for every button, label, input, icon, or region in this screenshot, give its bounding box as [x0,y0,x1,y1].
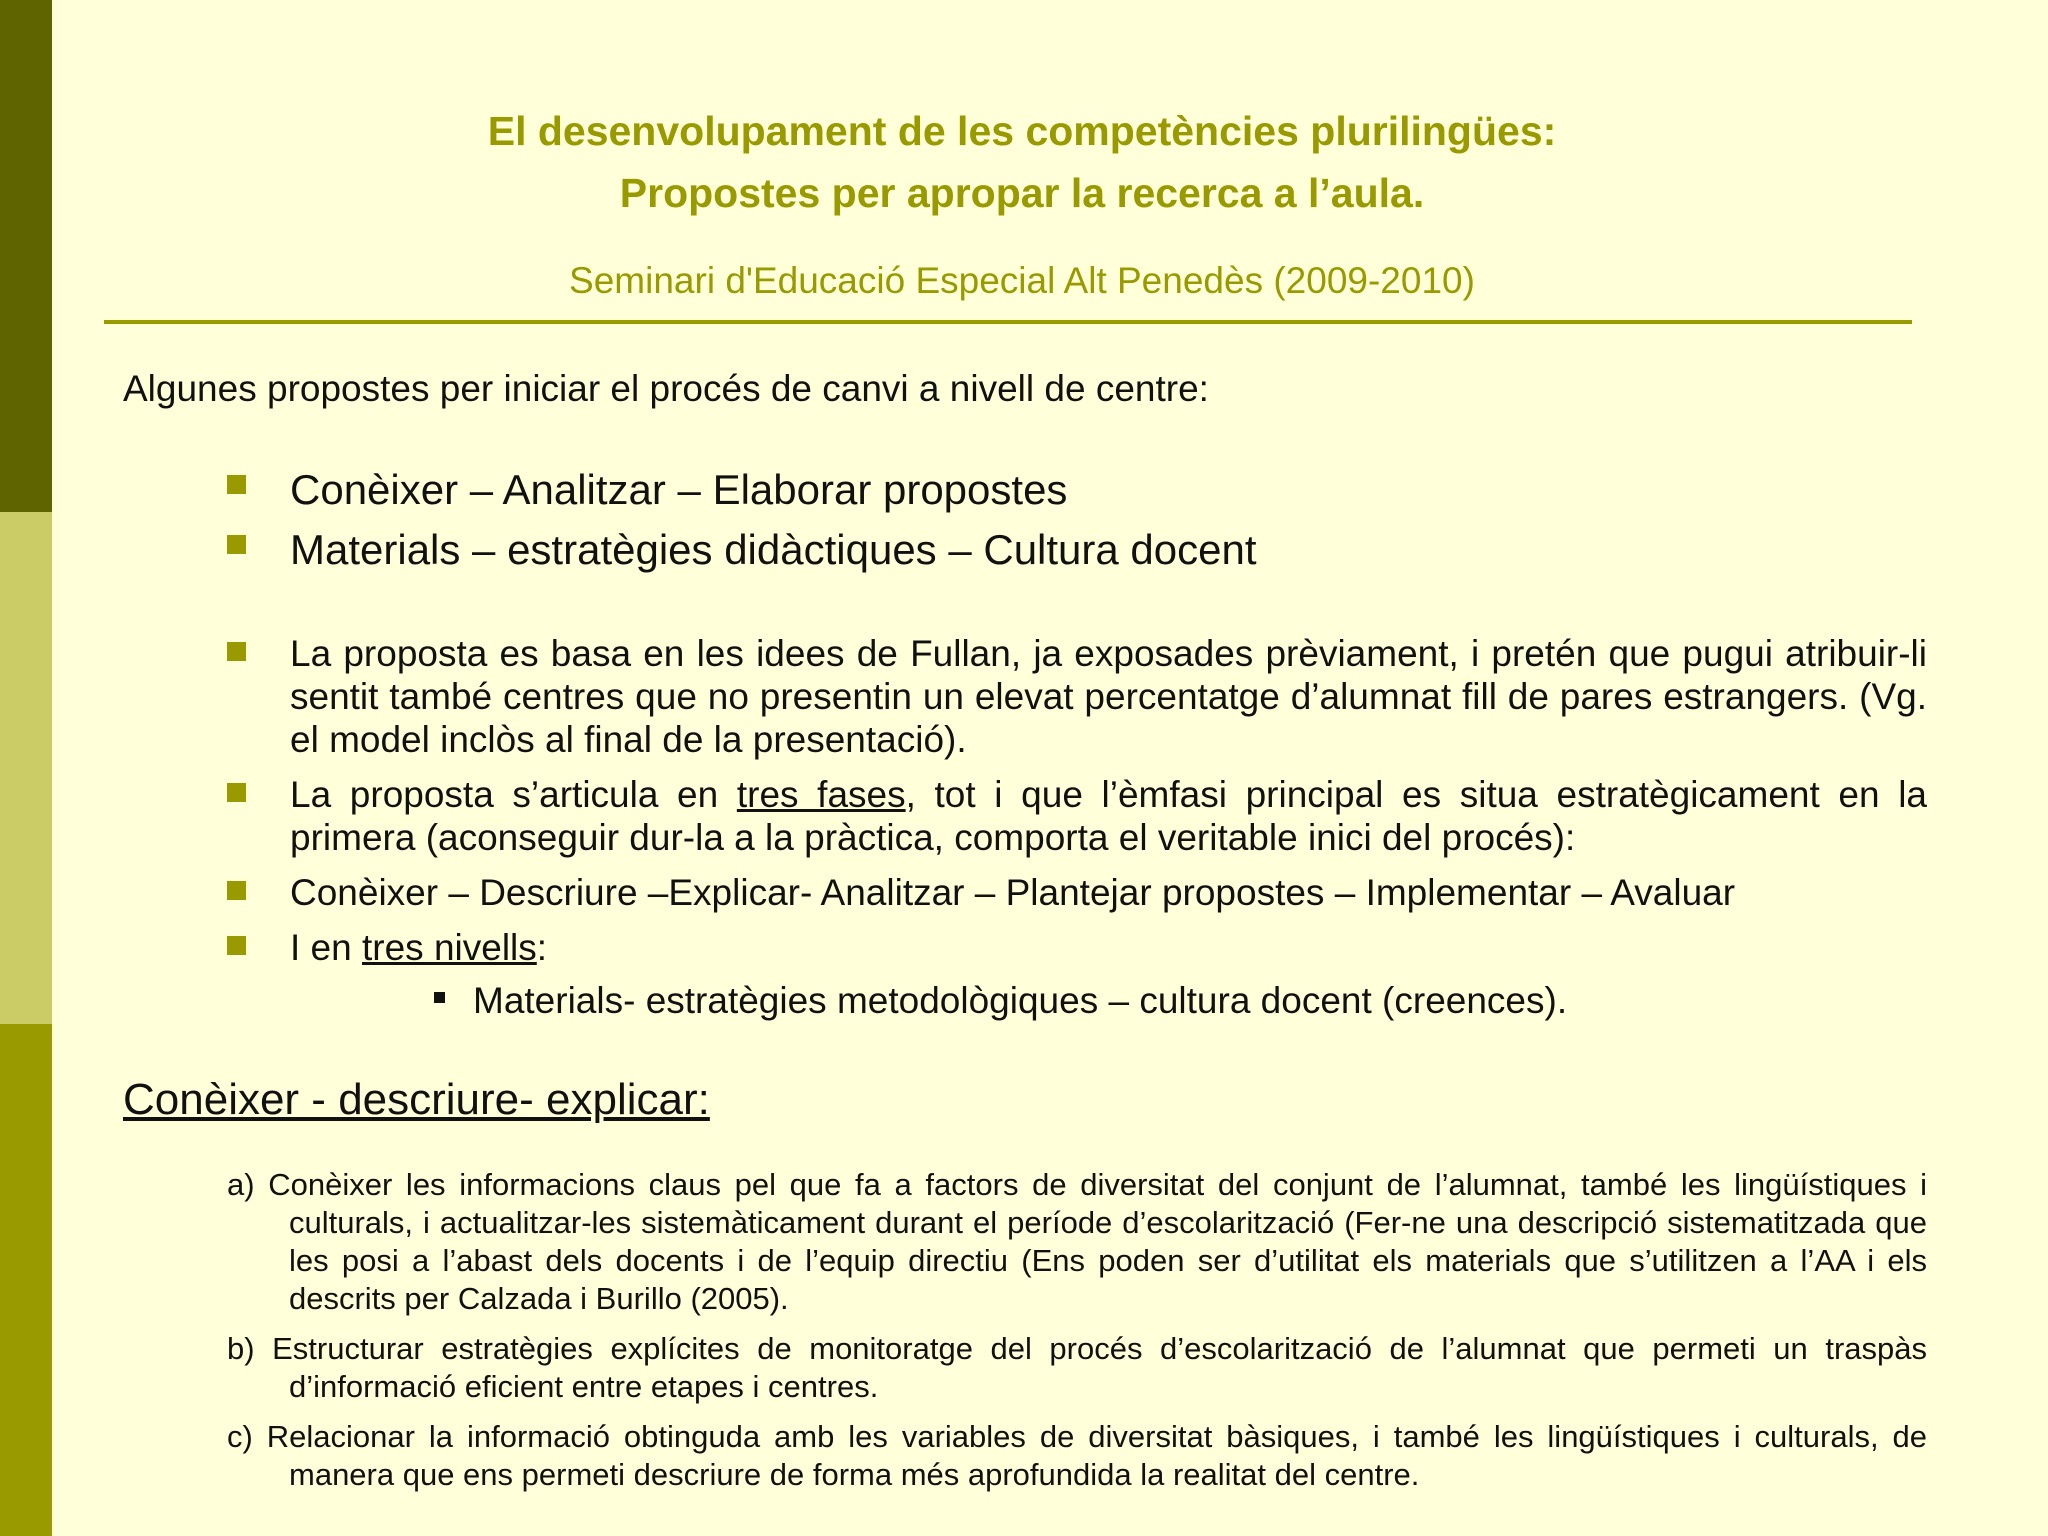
title-divider [104,320,1912,324]
bullet-item [227,871,1927,914]
sub-bullet-item [434,976,1567,1026]
bullet-text: Conèixer – Analitzar – Elaborar propostes [290,466,1068,513]
decor-bar-top [0,0,52,512]
bullet-text-post: : [536,927,548,968]
bullet-text: Conèixer – Descriure –Explicar- Analitzar – Plantejar propostes – Implementar – Avaluar [290,872,1736,913]
section-paragraphs [227,1166,1927,1506]
bullet-text-pre: La proposta s’articula en [290,774,737,815]
intro-text: Algunes propostes per iniciar el procés de canvi a nivell de centre: [123,368,1209,409]
bullet-text: La proposta es basa en les idees de Fullan, ja exposades prèviament, i pretén que pugui atribuir-li sentit també centres que no presentin un elevat percentatge d’alumnat fill de pares estrangers. (Vg. el model inclòs al final de la presentació). [290,633,1927,760]
bullet-text-post: , tot i que l’èmfasi principal es situa estratègicament en la primera (aconseguir dur-la a la pràctica, comporta el veritable inici del procés): [290,774,1927,858]
bullet-item [227,773,1927,859]
title-line-2: Propostes per apropar la recerca a l’aula. [619,170,1425,216]
decor-bar-middle [0,512,52,1024]
bullet-item [227,520,1927,580]
small-square-bullet-icon [434,992,445,1003]
square-bullet-icon [227,783,246,802]
slide-subtitle: Seminari d'Educació Especial Alt Penedès (2009-2010) [569,260,1475,301]
paragraph-c: c) Relacionar la informació obtinguda amb les variables de diversitat bàsiques, i també les lingüístiques i culturals, de manera que ens permeti descriure de forma més aprofundida la realitat del centre. [227,1419,1927,1492]
bullet-list [227,460,1927,969]
bullet-text: Materials – estratègies didàctiques – Cultura docent [290,526,1257,573]
bullet-item [227,926,1927,969]
underlined-phrase: tres fases [736,774,906,815]
decor-bar-bottom [0,1024,52,1536]
paragraph-b: b) Estructurar estratègies explícites de monitoratge del procés d’escolarització de l’alumnat que permeti un traspàs d’informació eficient entre etapes i centres. [227,1331,1927,1404]
square-bullet-icon [227,881,246,900]
underlined-phrase: tres nivells [362,927,537,968]
slide-title [104,100,1940,224]
bullet-text-pre: I en [290,927,362,968]
paragraph-a: a) Conèixer les informacions claus pel que fa a factors de diversitat del conjunt de l’alumnat, també les lingüístiques i culturals, i actualitzar-les sistemàticament durant el període d’escolarització (Fer-ne una descripció sistematitzada que les posi a l’abast dels docents i de l’equip directiu (Ens poden ser d’utilitat els materials que s’utilitzen a l’AA i els descrits per Calzada i Burillo (2005). [227,1167,1927,1316]
section-heading: Conèixer - descriure- explicar: [123,1075,710,1124]
square-bullet-icon [227,475,246,494]
square-bullet-icon [227,642,246,661]
sub-bullet-text: Materials- estratègies metodològiques – cultura docent (creences). [473,980,1568,1021]
square-bullet-icon [227,936,246,955]
bullet-item [227,632,1927,761]
bullet-item [227,460,1927,520]
square-bullet-icon [227,535,246,554]
title-line-1: El desenvolupament de les competències plurilingües: [487,108,1557,154]
